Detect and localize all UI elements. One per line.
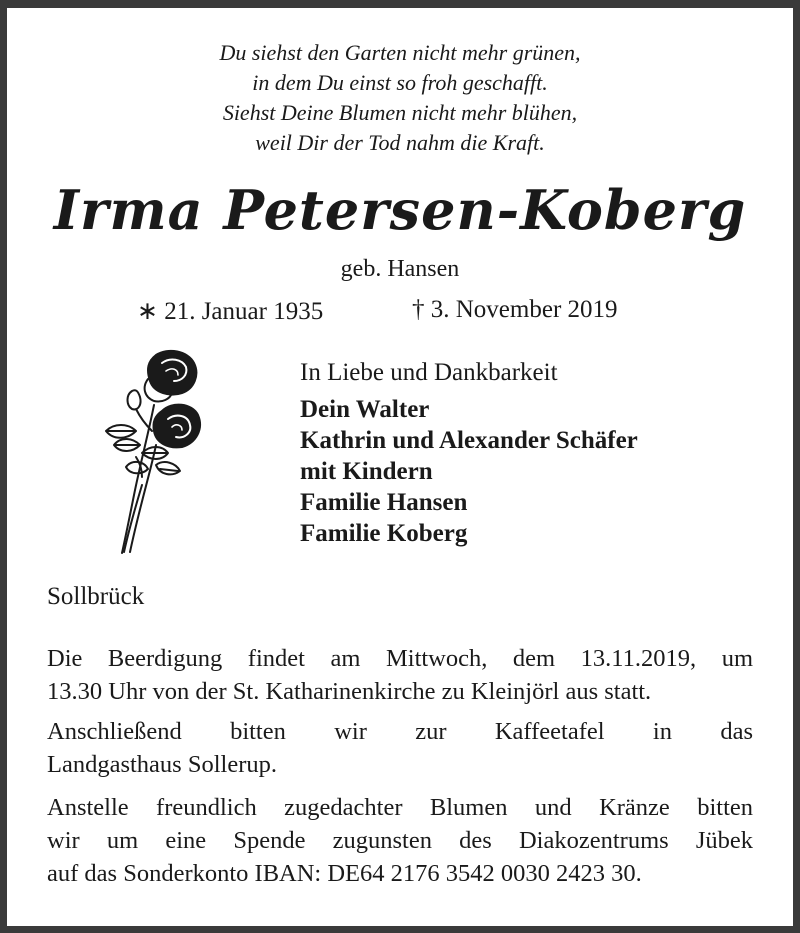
reception-info-line: Landgasthaus Sollerup. — [47, 751, 277, 778]
memorial-poem — [0, 38, 800, 158]
mourner-name: Familie Koberg — [300, 520, 468, 547]
deceased-name: Irma Petersen-Koberg — [53, 178, 747, 242]
mourner-name: Familie Hansen — [300, 489, 468, 516]
mourner-name: Dein Walter — [300, 396, 430, 423]
donation-info — [47, 791, 753, 890]
mourners-intro: In Liebe und Dankbarkeit — [300, 359, 558, 386]
death-date: † 3. November 2019 — [412, 296, 618, 323]
poem-line: Siehst Deine Blumen nicht mehr blühen, — [222, 100, 578, 125]
reception-info — [47, 715, 753, 781]
funeral-info — [47, 642, 753, 708]
mourner-name: mit Kindern — [300, 458, 433, 485]
mourners-block — [300, 356, 638, 549]
reception-info-line: Anschließend bitten wir zur Kaffeetafel in das — [47, 718, 753, 745]
donation-info-line: auf das Sonderkonto IBAN: DE64 2176 3542 0030 2423 30. — [47, 860, 642, 887]
donation-info-line: Anstelle freundlich zugedachter Blumen und Kränze bitten — [47, 794, 753, 821]
donation-info-line: wir um eine Spende zugunsten des Diakozentrums Jübek — [47, 827, 753, 854]
mourner-name: Kathrin und Alexander Schäfer — [300, 427, 638, 454]
poem-line: in dem Du einst so froh geschafft. — [252, 70, 548, 95]
poem-line: weil Dir der Tod nahm die Kraft. — [255, 130, 545, 155]
rose-icon — [96, 345, 206, 560]
funeral-info-line: Die Beerdigung findet am Mittwoch, dem 13.11.2019, um — [47, 645, 753, 672]
birth-name: geb. Hansen — [340, 256, 460, 282]
funeral-info-line: 13.30 Uhr von der St. Katharinenkirche zu Kleinjörl aus statt. — [47, 678, 652, 705]
birth-date: ∗ 21. Januar 1935 — [137, 298, 324, 325]
poem-line: Du siehst den Garten nicht mehr grünen, — [219, 40, 581, 65]
place-name: Sollbrück — [47, 583, 145, 610]
